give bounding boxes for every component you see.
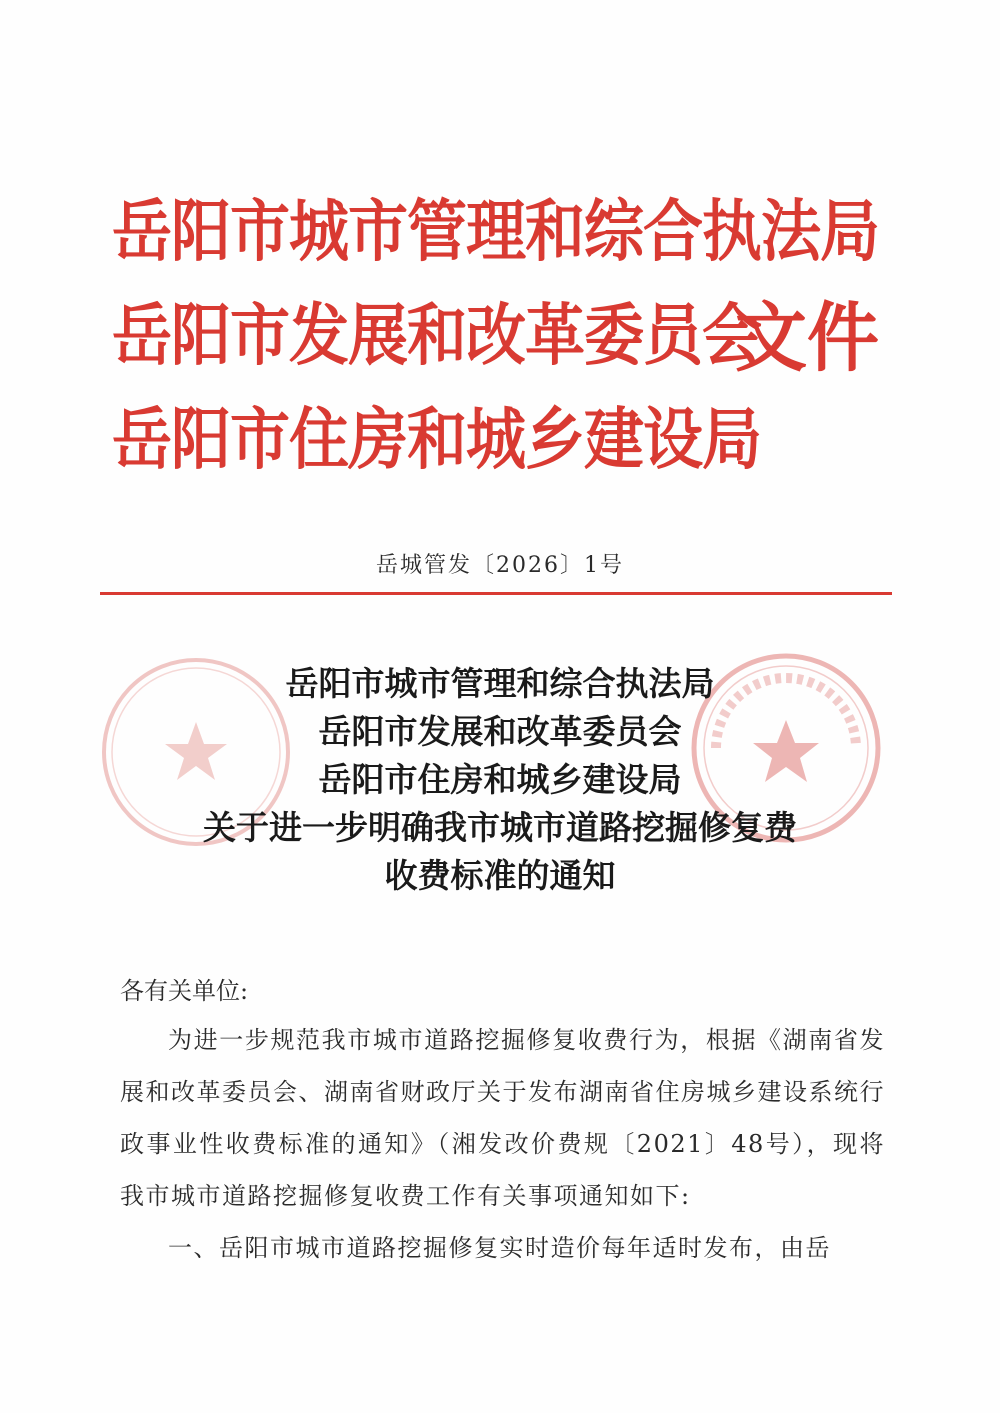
title-line: 关于进一步明确我市城市道路挖掘修复费 [203, 808, 797, 847]
body-paragraph: 为进一步规范我市城市道路挖掘修复收费行为，根据《湖南省发展和改革委员会、湖南省财政厅关于发布湖南省住房城乡建设系统行政事业性收费标准的通知》（湘发改价费规〔2021〕48号），现将我市城市道路挖掘修复收费工作有关事项通知如下: [120, 1026, 885, 1210]
issuer-line: 岳阳市住房和城乡建设局 [112, 400, 761, 480]
issuer-line: 岳阳市发展和改革委员会 [112, 296, 761, 376]
red-divider [100, 592, 892, 595]
title-line: 收费标准的通知 [384, 856, 616, 895]
issuer-line: 岳阳市城市管理和综合执法局 [112, 192, 879, 272]
title-line: 岳阳市住房和城乡建设局 [318, 760, 682, 799]
doc-type-label: 文件 [735, 293, 880, 383]
body-paragraph: 一、岳阳市城市道路挖掘修复实时造价每年适时发布，由岳 [168, 1234, 831, 1262]
title-line: 岳阳市城市管理和综合执法局 [285, 664, 715, 703]
document-body [120, 968, 885, 1274]
document-number: 岳城管发〔2026〕1号 [376, 553, 624, 578]
document-title [0, 660, 1000, 900]
title-line: 岳阳市发展和改革委员会 [318, 712, 682, 751]
salutation: 各有关单位: [120, 977, 249, 1005]
